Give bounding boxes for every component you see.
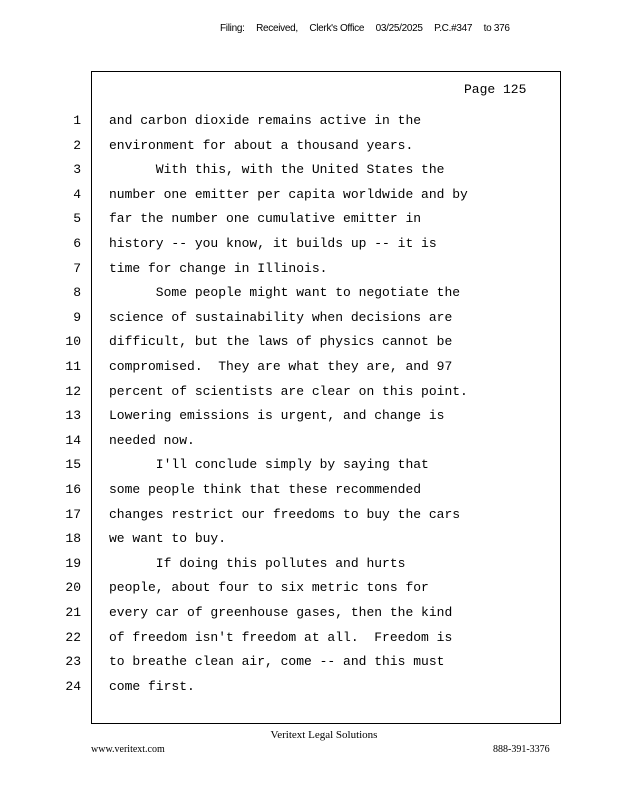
transcript-line — [0, 232, 618, 256]
transcript-line — [0, 257, 618, 281]
line-text: With this, with the United States the — [109, 162, 445, 178]
line-text: time for change in Illinois. — [109, 260, 328, 276]
line-text: If doing this pollutes and hurts — [109, 555, 406, 571]
line-number: 4 — [73, 186, 81, 202]
line-text: to breathe clean air, come -- and this must — [109, 654, 445, 670]
line-number: 13 — [65, 408, 81, 424]
transcript-line — [0, 207, 618, 231]
filing-page-ref: to 376 — [483, 23, 510, 34]
line-number: 24 — [65, 678, 81, 694]
transcript-line — [0, 626, 618, 650]
line-text: difficult, but the laws of physics cannot be — [109, 334, 453, 350]
transcript-line — [0, 158, 618, 182]
line-number: 9 — [73, 309, 81, 325]
line-text: history -- you know, it builds up -- it is — [109, 236, 437, 251]
line-text: Some people might want to negotiate the — [109, 285, 461, 301]
transcript-line — [0, 404, 618, 428]
line-text: some people think that these recommended — [109, 482, 422, 497]
line-text: environment for about a thousand years. — [109, 137, 414, 153]
footer-company: Veritext Legal Solutions — [270, 729, 378, 741]
line-number: 17 — [65, 506, 81, 522]
filing-label: Filing: — [220, 23, 245, 34]
line-text: every car of greenhouse gases, then the kind — [109, 605, 453, 620]
line-number: 16 — [65, 482, 81, 497]
transcript-line — [0, 552, 618, 576]
line-number: 23 — [65, 654, 81, 670]
line-text: Lowering emissions is urgent, and change is — [109, 408, 445, 424]
line-number: 20 — [65, 580, 81, 596]
transcript-line — [0, 109, 618, 133]
transcript-line — [0, 281, 618, 305]
line-number: 3 — [73, 162, 81, 178]
filing-date: 03/25/2025 — [375, 23, 423, 34]
transcript-line — [0, 576, 618, 600]
transcript-line — [0, 478, 618, 502]
filing-office: Clerk's Office — [309, 23, 365, 34]
line-number: 1 — [73, 113, 81, 128]
transcript-line — [0, 355, 618, 379]
transcript-line — [0, 306, 618, 330]
line-number: 19 — [65, 555, 81, 571]
line-text: far the number one cumulative emitter in — [109, 211, 422, 227]
line-number: 12 — [65, 383, 81, 399]
line-number: 11 — [65, 359, 81, 374]
transcript-line — [0, 330, 618, 354]
line-text: people, about four to six metric tons for — [109, 580, 429, 596]
line-text: of freedom isn't freedom at all. Freedom is — [109, 629, 453, 645]
line-text: I'll conclude simply by saying that — [109, 457, 429, 473]
line-text: needed now. — [109, 432, 195, 448]
line-number: 8 — [73, 285, 81, 301]
line-text: science of sustainability when decisions are — [109, 309, 453, 325]
transcript-line — [0, 650, 618, 674]
footer-website: www.veritext.com — [91, 744, 165, 755]
line-number: 6 — [73, 236, 81, 251]
transcript-line — [0, 601, 618, 625]
line-text: we want to buy. — [109, 531, 227, 547]
line-number: 14 — [65, 432, 81, 448]
line-number: 10 — [65, 334, 81, 350]
line-number: 22 — [65, 629, 81, 645]
transcript-line — [0, 134, 618, 158]
transcript-line — [0, 675, 618, 699]
page-number: Page 125 — [464, 82, 527, 97]
line-text: percent of scientists are clear on this point. — [109, 383, 468, 399]
line-number: 5 — [73, 211, 81, 227]
footer-phone: 888-391-3376 — [493, 744, 550, 755]
line-number: 7 — [73, 260, 81, 276]
line-number: 18 — [65, 531, 81, 547]
filing-header — [220, 23, 519, 34]
filing-pc-number: P.C.#347 — [434, 23, 473, 34]
line-text: come first. — [109, 678, 195, 694]
transcript-line — [0, 429, 618, 453]
transcript-line — [0, 183, 618, 207]
line-number: 2 — [73, 137, 81, 153]
transcript-line — [0, 503, 618, 527]
line-text: number one emitter per capita worldwide and by — [109, 186, 468, 202]
filing-status: Received, — [256, 23, 298, 34]
transcript-line — [0, 453, 618, 477]
line-text: changes restrict our freedoms to buy the cars — [109, 506, 461, 522]
transcript-line — [0, 380, 618, 404]
line-text: compromised. They are what they are, and 97 — [109, 359, 453, 374]
line-number: 15 — [65, 457, 81, 473]
line-text: and carbon dioxide remains active in the — [109, 113, 422, 128]
line-number: 21 — [65, 605, 81, 620]
transcript-line — [0, 527, 618, 551]
